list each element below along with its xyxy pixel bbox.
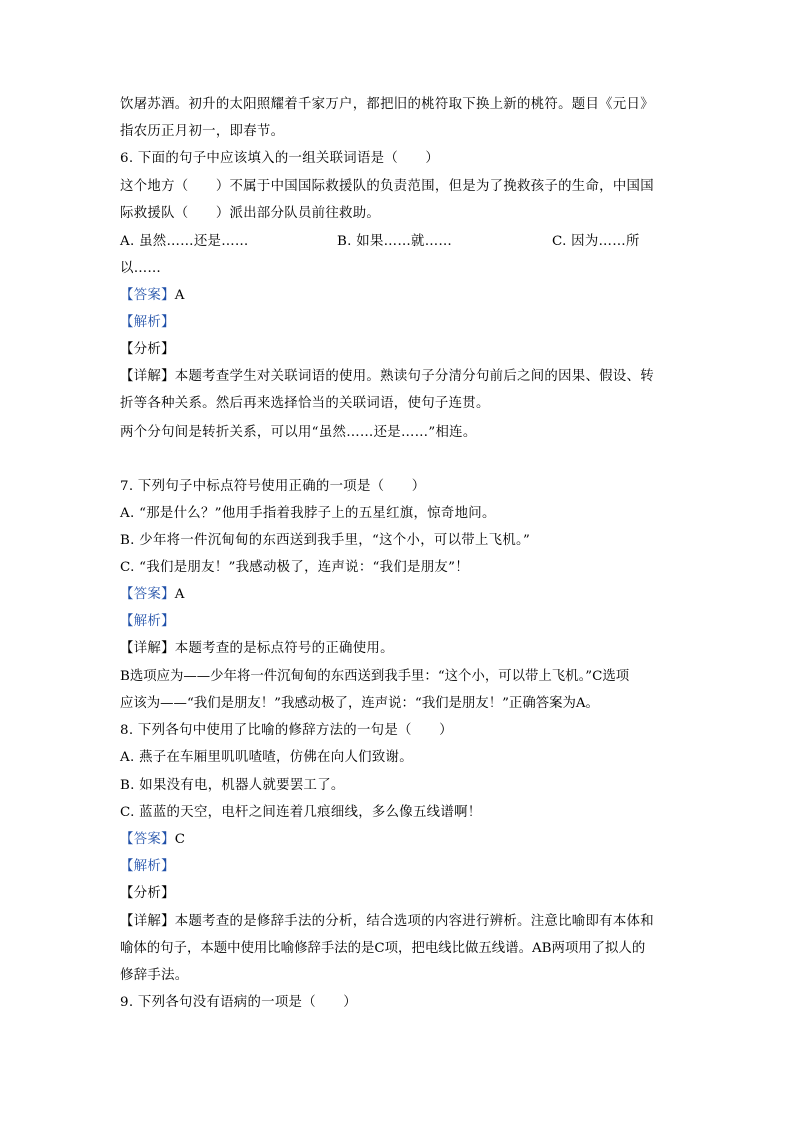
q6-answer-value: A: [174, 288, 185, 303]
q7-detail-text-1: 本题考查的是标点符号的正确使用。: [174, 641, 394, 656]
q6-answer-line: [120, 286, 185, 306]
q6-stem: 6. 下面的句子中应该填入的一组关联词语是（ ）: [120, 151, 440, 166]
q7-answer-line: [120, 585, 185, 605]
q6-option-b: B. 如果……就……: [337, 234, 453, 249]
q6-sentence-line-2: 际救援队（ ）派出部分队员前往救助。: [120, 206, 381, 221]
q7-analysis-tag: 【解析】: [120, 614, 175, 629]
q8-option-c: C. 蓝蓝的天空，电杆之间连着几痕细线，多么像五线谱啊！: [120, 805, 482, 820]
q7-option-c: C. “我们是朋友！”我感动极了，连声说：“我们是朋友”！: [120, 560, 469, 575]
q6-detail-line-2: 折等各种关系。然后再来选择恰当的关联词语，使句子连贯。: [120, 396, 490, 411]
q8-detail-tag: 【详解】: [120, 914, 175, 929]
q8-analysis-tag: 【解析】: [120, 859, 175, 874]
q6-detail-text-1: 本题考查学生对关联词语的使用。熟读句子分清分句前后之间的因果、假设、转: [174, 369, 654, 384]
q6-detail-tag: 【详解】: [120, 369, 175, 384]
q7-stem: 7. 下列句子中标点符号使用正确的一项是（ ）: [120, 479, 426, 494]
q6-option-c: C. 因为……所: [552, 234, 640, 249]
q7-option-b: B. 少年将一件沉甸甸的东西送到我手里，“这个小，可以带上飞机。”: [120, 533, 531, 548]
q7-answer-tag: 【答案】: [120, 587, 175, 602]
q7-detail-line-2: B选项应为——少年将一件沉甸甸的东西送到我手里：“这个小，可以带上飞机。”C选项: [120, 669, 630, 684]
q8-option-b: B. 如果没有电，机器人就要罢工了。: [120, 778, 345, 793]
q6-option-c-wrap: 以……: [120, 261, 162, 276]
intro-line-2: 指农历正月初一，即春节。: [120, 124, 285, 139]
q8-detail-line-2: 喻体的句子，本题中使用比喻修辞手法的是C项，把电线比做五线谱。AB两项用了拟人的: [120, 941, 646, 956]
q7-detail-tag: 【详解】: [120, 641, 175, 656]
q6-fenxi-label: 【分析】: [120, 342, 175, 357]
q8-detail-line-1: [120, 912, 654, 932]
q6-sentence-line-1: 这个地方（ ）不属于中国国际救援队的负责范围，但是为了挽救孩子的生命，中国国: [120, 179, 654, 194]
q8-detail-line-3: 修辞手法。: [120, 968, 189, 983]
q8-answer-value: C: [174, 832, 186, 847]
q7-detail-line-3: 应该为——“我们是朋友！”我感动极了，连声说：“我们是朋友！”正确答案为A。: [120, 696, 599, 711]
q8-detail-text-1: 本题考查的是修辞手法的分析，结合选项的内容进行辨析。注意比喻即有本体和: [174, 914, 654, 929]
q6-answer-tag: 【答案】: [120, 288, 175, 303]
intro-line-1: 饮屠苏酒。初升的太阳照耀着千家万户，都把旧的桃符取下换上新的桃符。题目《元日》: [120, 97, 654, 112]
q8-option-a: A. 燕子在车厢里叽叽喳喳，仿佛在向人们致谢。: [120, 750, 413, 765]
q7-answer-value: A: [174, 587, 185, 602]
q7-detail-line-1: [120, 639, 394, 659]
q8-stem: 8. 下列各句中使用了比喻的修辞方法的一句是（ ）: [120, 723, 453, 738]
q6-analysis-tag: 【解析】: [120, 315, 175, 330]
q8-fenxi-label: 【分析】: [120, 886, 175, 901]
q6-options-row: [120, 232, 640, 252]
q7-option-a: A. “那是什么？”他用手指着我脖子上的五星红旗，惊奇地问。: [120, 506, 496, 521]
q6-option-a: A. 虽然……还是……: [120, 234, 249, 249]
q6-detail-line-3: 两个分句间是转折关系，可以用“虽然……还是……”相连。: [120, 425, 477, 440]
q9-stem: 9. 下列各句没有语病的一项是（ ）: [120, 995, 357, 1010]
q6-detail-line-1: [120, 367, 654, 387]
q8-answer-line: [120, 830, 185, 850]
q8-answer-tag: 【答案】: [120, 832, 175, 847]
